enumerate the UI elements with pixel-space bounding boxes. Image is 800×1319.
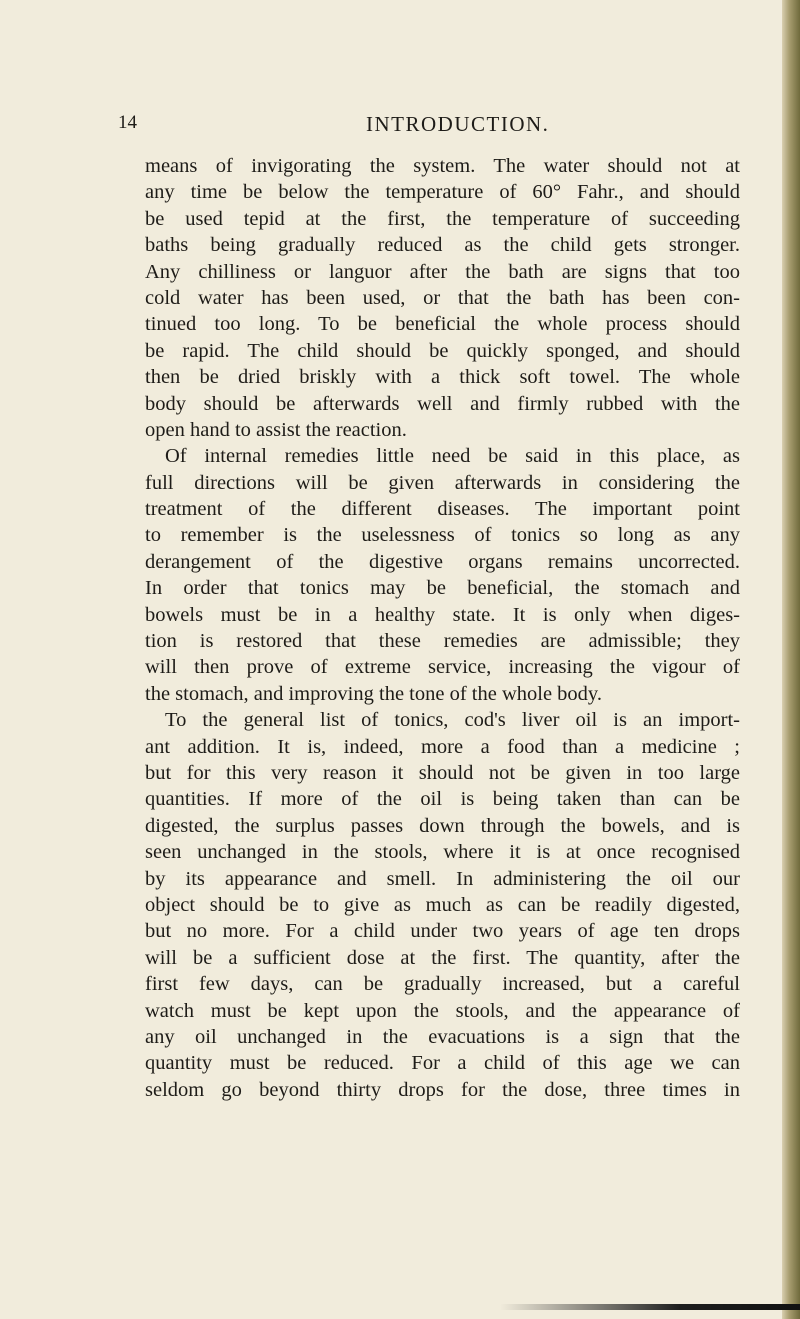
- text-line: object should be to give as much as can be readily digested,: [145, 893, 740, 916]
- page-number: 14: [118, 112, 137, 133]
- page-header: [0, 112, 800, 142]
- text-line: Of internal remedies little need be said in this place, as: [165, 445, 740, 468]
- text-line: will be a sufficient dose at the first. The quantity, after the: [145, 946, 740, 969]
- text-line: means of invigorating the system. The water should not at: [145, 155, 740, 177]
- text-line: be rapid. The child should be quickly sponged, and should: [145, 339, 740, 362]
- text-line: but for this very reason it should not be given in too large: [145, 761, 740, 784]
- text-line: seldom go beyond thirty drops for the dose, three times in: [145, 1078, 740, 1101]
- text-line: baths being gradually reduced as the child gets stronger.: [145, 234, 740, 257]
- text-line: Any chilliness or languor after the bath are signs that too: [145, 260, 740, 283]
- text-line: the stomach, and improving the tone of the whole body.: [145, 682, 602, 705]
- running-head: INTRODUCTION.: [366, 112, 550, 136]
- text-line: digested, the surplus passes down through the bowels, and is: [145, 814, 740, 837]
- text-line: to remember is the uselessness of tonics so long as any: [145, 524, 740, 547]
- text-line: by its appearance and smell. In administering the oil our: [145, 867, 740, 890]
- text-line: first few days, can be gradually increased, but a careful: [145, 973, 740, 996]
- text-line: treatment of the different diseases. The important point: [145, 498, 740, 521]
- text-line: full directions will be given afterwards in considering the: [145, 471, 740, 494]
- text-line: derangement of the digestive organs remains uncorrected.: [145, 550, 740, 573]
- text-line: quantities. If more of the oil is being taken than can be: [145, 788, 740, 811]
- text-line: any time be below the temperature of 60° Fahr., and should: [145, 181, 740, 204]
- text-line: any oil unchanged in the evacuations is a sign that the: [145, 1025, 740, 1048]
- text-line: seen unchanged in the stools, where it is at once recognised: [145, 841, 740, 864]
- page-edge-shadow: [782, 0, 800, 1319]
- text-line: will then prove of extreme service, increasing the vigour of: [145, 656, 740, 679]
- text-line: body should be afterwards well and firmly rubbed with the: [145, 392, 740, 415]
- body-text: [145, 153, 740, 1103]
- text-line: tinued too long. To be beneficial the whole process should: [145, 313, 740, 336]
- bottom-rule: [500, 1304, 800, 1310]
- text-line: be used tepid at the first, the temperature of succeeding: [145, 207, 740, 230]
- text-line: In order that tonics may be beneficial, the stomach and: [145, 577, 740, 600]
- text-line: open hand to assist the reaction.: [145, 418, 407, 441]
- text-line: quantity must be reduced. For a child of this age we can: [145, 1052, 740, 1075]
- text-line: but no more. For a child under two years of age ten drops: [145, 920, 740, 943]
- text-line: To the general list of tonics, cod's liver oil is an import-: [165, 709, 740, 732]
- text-line: then be dried briskly with a thick soft towel. The whole: [145, 366, 740, 389]
- text-line: cold water has been used, or that the bath has been con-: [145, 286, 740, 309]
- text-line: ant addition. It is, indeed, more a food than a medicine ;: [145, 735, 740, 758]
- text-line: tion is restored that these remedies are admissible; they: [145, 630, 740, 653]
- text-line: bowels must be in a healthy state. It is only when diges-: [145, 603, 740, 626]
- text-line: watch must be kept upon the stools, and the appearance of: [145, 999, 740, 1022]
